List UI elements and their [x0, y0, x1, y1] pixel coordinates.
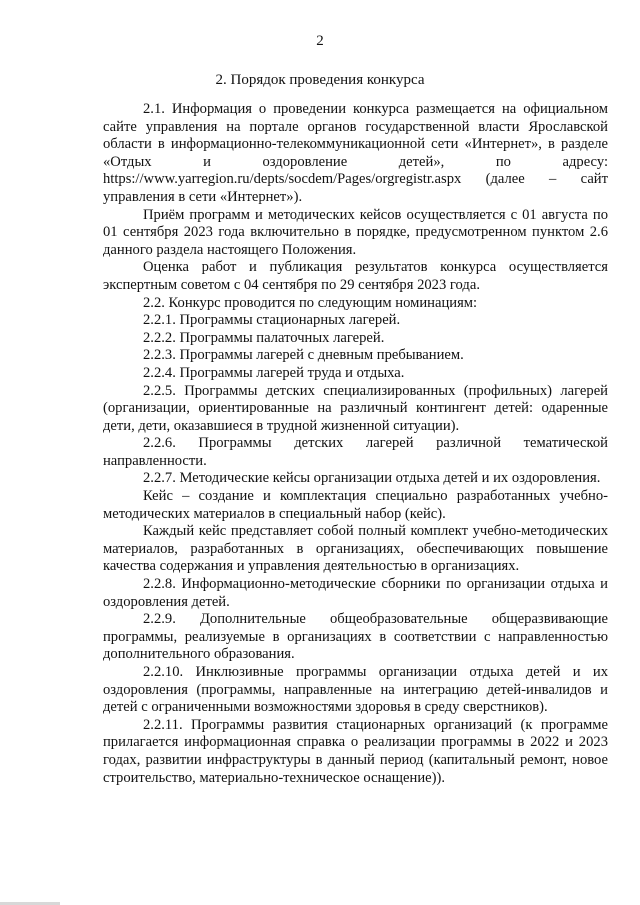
page-number: 2 [316, 33, 324, 49]
paragraph-applications: Приём программ и методических кейсов осуществляется с 01 августа по 01 сентября 2023 года включительно в порядке, предусмотренном пунктом 2.6 данного раздела настоящего Положения. [103, 206, 608, 258]
paragraph-2-2-10: 2.2.10. Инклюзивные программы организации отдыха детей и их оздоровления (программы, направленные на интеграцию детей-инвалидов и детей с ограниченными возможностями здоровья в среду сверстников). [103, 664, 608, 716]
document-body [103, 101, 608, 787]
paragraph-2-1: 2.1. Информация о проведении конкурса размещается на официальном сайте управления на портале органов государственной власти Ярославской области в информационно-телекоммуникационной сети «Интернет», в разделе «Отдых и оздоровление детей», по адресу: https://www.yarregion.ru/depts/socdem/Pages/orgregistr.aspx (далее – сайт управления в сети «Интернет»). [103, 101, 608, 205]
paragraph-case-description: Каждый кейс представляет собой полный комплект учебно-методических материалов, разработанных в организациях, обеспечивающих повышение качества содержания и управления деятельностью в организациях. [103, 523, 608, 575]
paragraph-2-2-5: 2.2.5. Программы детских специализированных (профильных) лагерей (организации, ориентированные на различный контингент детей: одаренные дети, дети, оказавшиеся в трудной жизненной ситуации). [103, 382, 608, 434]
paragraph-2-2-8: 2.2.8. Информационно-методические сборники по организации отдыха и оздоровления детей. [103, 576, 608, 610]
paragraph-2-2-4: 2.2.4. Программы лагерей труда и отдыха. [143, 364, 405, 381]
paragraph-2-2-2: 2.2.2. Программы палаточных лагерей. [143, 329, 385, 346]
paragraph-2-2: 2.2. Конкурс проводится по следующим номинациям: [143, 294, 478, 311]
paragraph-2-2-9: 2.2.9. Дополнительные общеобразовательные общеразвивающие программы, реализуемые в организациях в соответствии с направленностью дополнительного образования. [103, 611, 608, 663]
paragraph-2-2-7: 2.2.7. Методические кейсы организации отдыха детей и их оздоровления. [143, 470, 601, 487]
paragraph-2-2-1: 2.2.1. Программы стационарных лагерей. [143, 312, 401, 329]
section-title: 2. Порядок проведения конкурса [215, 72, 425, 88]
paragraph-case-definition: Кейс – создание и комплектация специально разработанных учебно-методических материалов в специальный набор (кейс). [103, 488, 608, 522]
paragraph-2-2-3: 2.2.3. Программы лагерей с дневным пребыванием. [143, 347, 464, 364]
paragraph-2-2-6: 2.2.6. Программы детских лагерей различной тематической направленности. [103, 435, 608, 469]
paragraph-2-2-11: 2.2.11. Программы развития стационарных организаций (к программе прилагается информационная справка о реализации программы в 2022 и 2023 годах, развитии инфраструктуры в данный период (капитальный ремонт, новое строительство, материально-техническое оснащение)). [103, 716, 608, 786]
paragraph-evaluation: Оценка работ и публикация результатов конкурса осуществляется экспертным советом с 04 сентября по 29 сентября 2023 года. [103, 259, 608, 293]
